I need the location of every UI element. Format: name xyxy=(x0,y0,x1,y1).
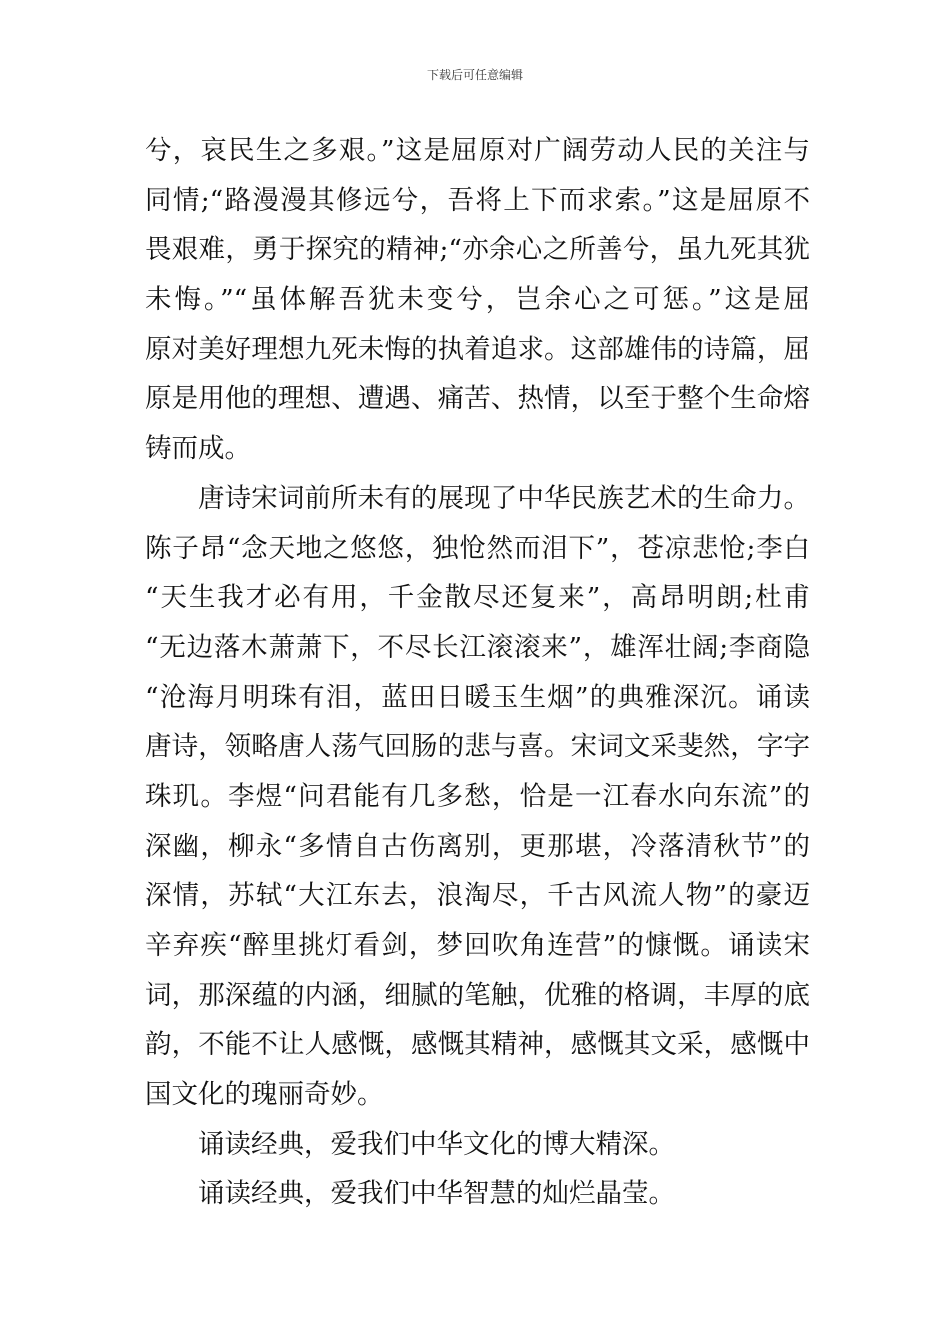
text-line: “无边落木萧萧下，不尽长江滚滚来”，雄浑壮阔;李商隐 xyxy=(145,631,810,663)
text-line: 深情，苏轼“大江东去，浪淘尽，千古风流人物”的豪迈 xyxy=(145,880,810,912)
text-line: 国文化的瑰丽奇妙。 xyxy=(145,1079,384,1111)
text-line: 唐诗，领略唐人荡气回肠的悲与喜。宋词文采斐然，字字 xyxy=(145,731,810,763)
text-line: 深幽，柳永“多情自古伤离别，更那堪，冷落清秋节”的 xyxy=(145,830,810,862)
text-line: 韵，不能不让人感慨，感慨其精神，感慨其文采，感慨中 xyxy=(145,1029,810,1061)
text-line: 珠玑。李煜“问君能有几多愁，恰是一江春水向东流”的 xyxy=(145,780,810,812)
text-line: 词，那深蕴的内涵，细腻的笔触，优雅的格调，丰厚的底 xyxy=(145,979,810,1011)
text-line: 陈子昂“念天地之悠悠，独怆然而泪下”，苍凉悲怆;李白 xyxy=(145,532,810,564)
text-line: “沧海月明珠有泪，蓝田日暖玉生烟”的典雅深沉。诵读 xyxy=(145,681,810,713)
text-line: 辛弃疾“醉里挑灯看剑，梦回吹角连营”的慷慨。诵读宋 xyxy=(145,930,810,961)
text-line: 兮，哀民生之多艰。”这是屈原对广阔劳动人民的关注与 xyxy=(145,135,810,166)
text-line: 原对美好理想九死未悔的执着追求。这部雄伟的诗篇，屈 xyxy=(145,333,810,365)
text-line: 唐诗宋词前所未有的展现了中华民族艺术的生命力。 xyxy=(198,482,810,514)
document-body xyxy=(145,126,810,1219)
text-line: 铸而成。 xyxy=(145,433,251,465)
text-line: 畏艰难，勇于探究的精神;“亦余心之所善兮，虽九死其犹 xyxy=(145,234,810,266)
text-line: 诵读经典，爱我们中华文化的博大精深。 xyxy=(198,1128,675,1160)
text-line: 同情;“路漫漫其修远兮，吾将上下而求索。”这是屈原不 xyxy=(145,184,810,216)
page-header: 下载后可任意编辑 xyxy=(426,68,523,82)
text-line: “天生我才必有用，千金散尽还复来”，高昂明朗;杜甫 xyxy=(145,582,810,614)
text-line: 原是用他的理想、遭遇、痛苦、热情，以至于整个生命熔 xyxy=(145,383,810,415)
text-line: 诵读经典，爱我们中华智慧的灿烂晶莹。 xyxy=(198,1178,675,1210)
text-line: 未悔。”“虽体解吾犹未变兮，岂余心之可惩。”这是屈 xyxy=(145,284,810,316)
